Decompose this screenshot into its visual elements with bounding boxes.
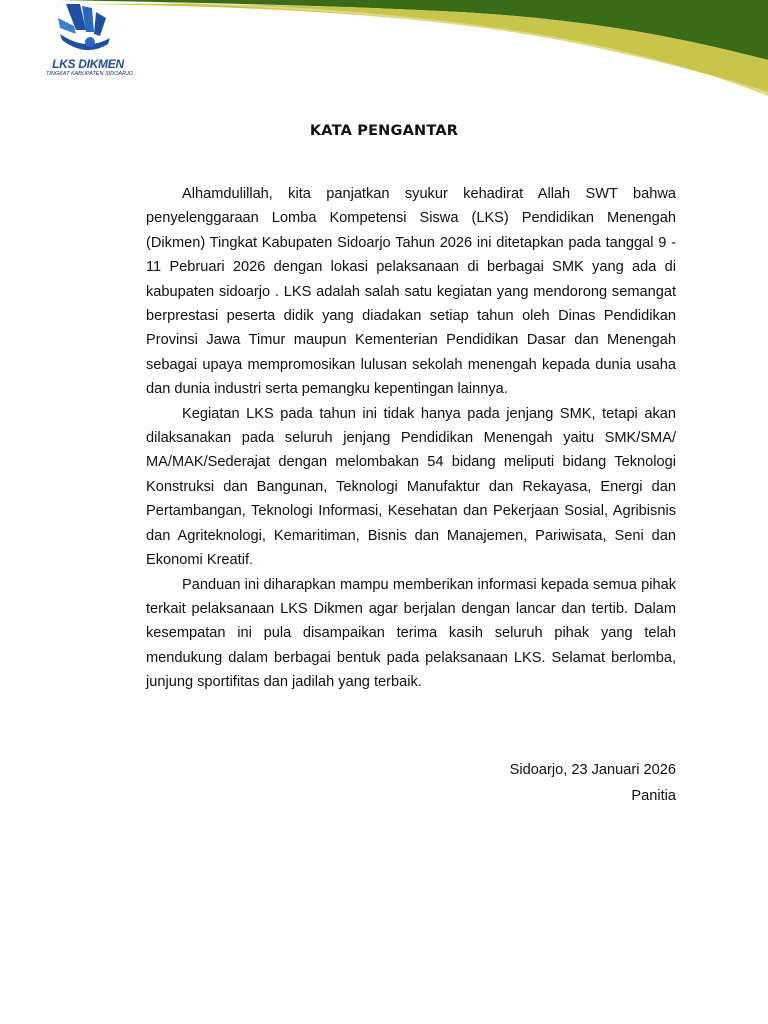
logo-subtitle: TINGKAT KABUPATEN SIDOARJO [46,71,134,77]
logo-emblem-icon [46,2,130,58]
paragraph-2-text: Kegiatan LKS pada tahun ini tidak hanya pada jenjang SMK, tetapi akan dilaksanakan pada seluruh jenjang Pendidikan Menengah yaitu SMK/SMA/ MA/MAK/Sederajat dengan melombakan 54 bidang meliputi bidang Teknologi Konstruksi dan Bangunan, Teknologi Manufaktur dan Rekayasa, Energi dan Pertambangan, Teknologi Informasi, Kesehatan dan Pekerjaan Sosial, Agribisnis dan Agriteknologi, Kemaritiman, Bisnis dan Manajemen, Pariwisata, Seni dan Ekonomi Kreatif [146,405,676,569]
lks-dikmen-logo [46,2,134,78]
paragraph-1: Alhamdulillah, kita panjatkan syukur kehadirat Allah SWT bahwa penyelenggaraan Lomba Kompetensi Siswa (LKS) Pendidikan Menengah (Dikmen) Tingkat Kabupaten Sidoarjo Tahun 2026 ini ditetapkan pada tanggal 9 - 11 Pebruari 2026 dengan lokasi pelaksanaan di berbagai SMK yang ada di kabupaten sidoarjo . LKS adalah salah satu kegiatan yang mendorong semangat berprestasi peserta didik yang diadakan setiap tahun oleh Dinas Pendidikan Provinsi Jawa Timur maupun Kementerian Pendidikan Dasar dan Menengah sebagai upaya mempromosikan lulusan sekolah menengah kepada dunia usaha dan dunia industri serta pemangku kepentingan lainnya. [146,186,676,398]
document-body [146,182,676,695]
paragraph-2 [146,402,676,573]
signature-date: Sidoarjo, 23 Januari 2026 [509,762,676,778]
logo-title: LKS DIKMEN [52,57,124,71]
paragraph-3: Panduan ini diharapkan mampu memberikan informasi kepada semua pihak terkait pelaksanaan LKS Dikmen agar berjalan dengan lancar dan tertib. Dalam kesempatan ini pula disampaikan terima kasih seluruh pihak yang telah mendukung dalam berbagai bentuk pada pelaksanaan LKS. Selamat berlomba, junjung sportifitas dan jadilah yang terbaik. [146,576,676,691]
paragraph-2-period: . [249,552,254,569]
page-title: KATA PENGANTAR [309,123,459,139]
signature-organization: Panitia [631,788,676,804]
